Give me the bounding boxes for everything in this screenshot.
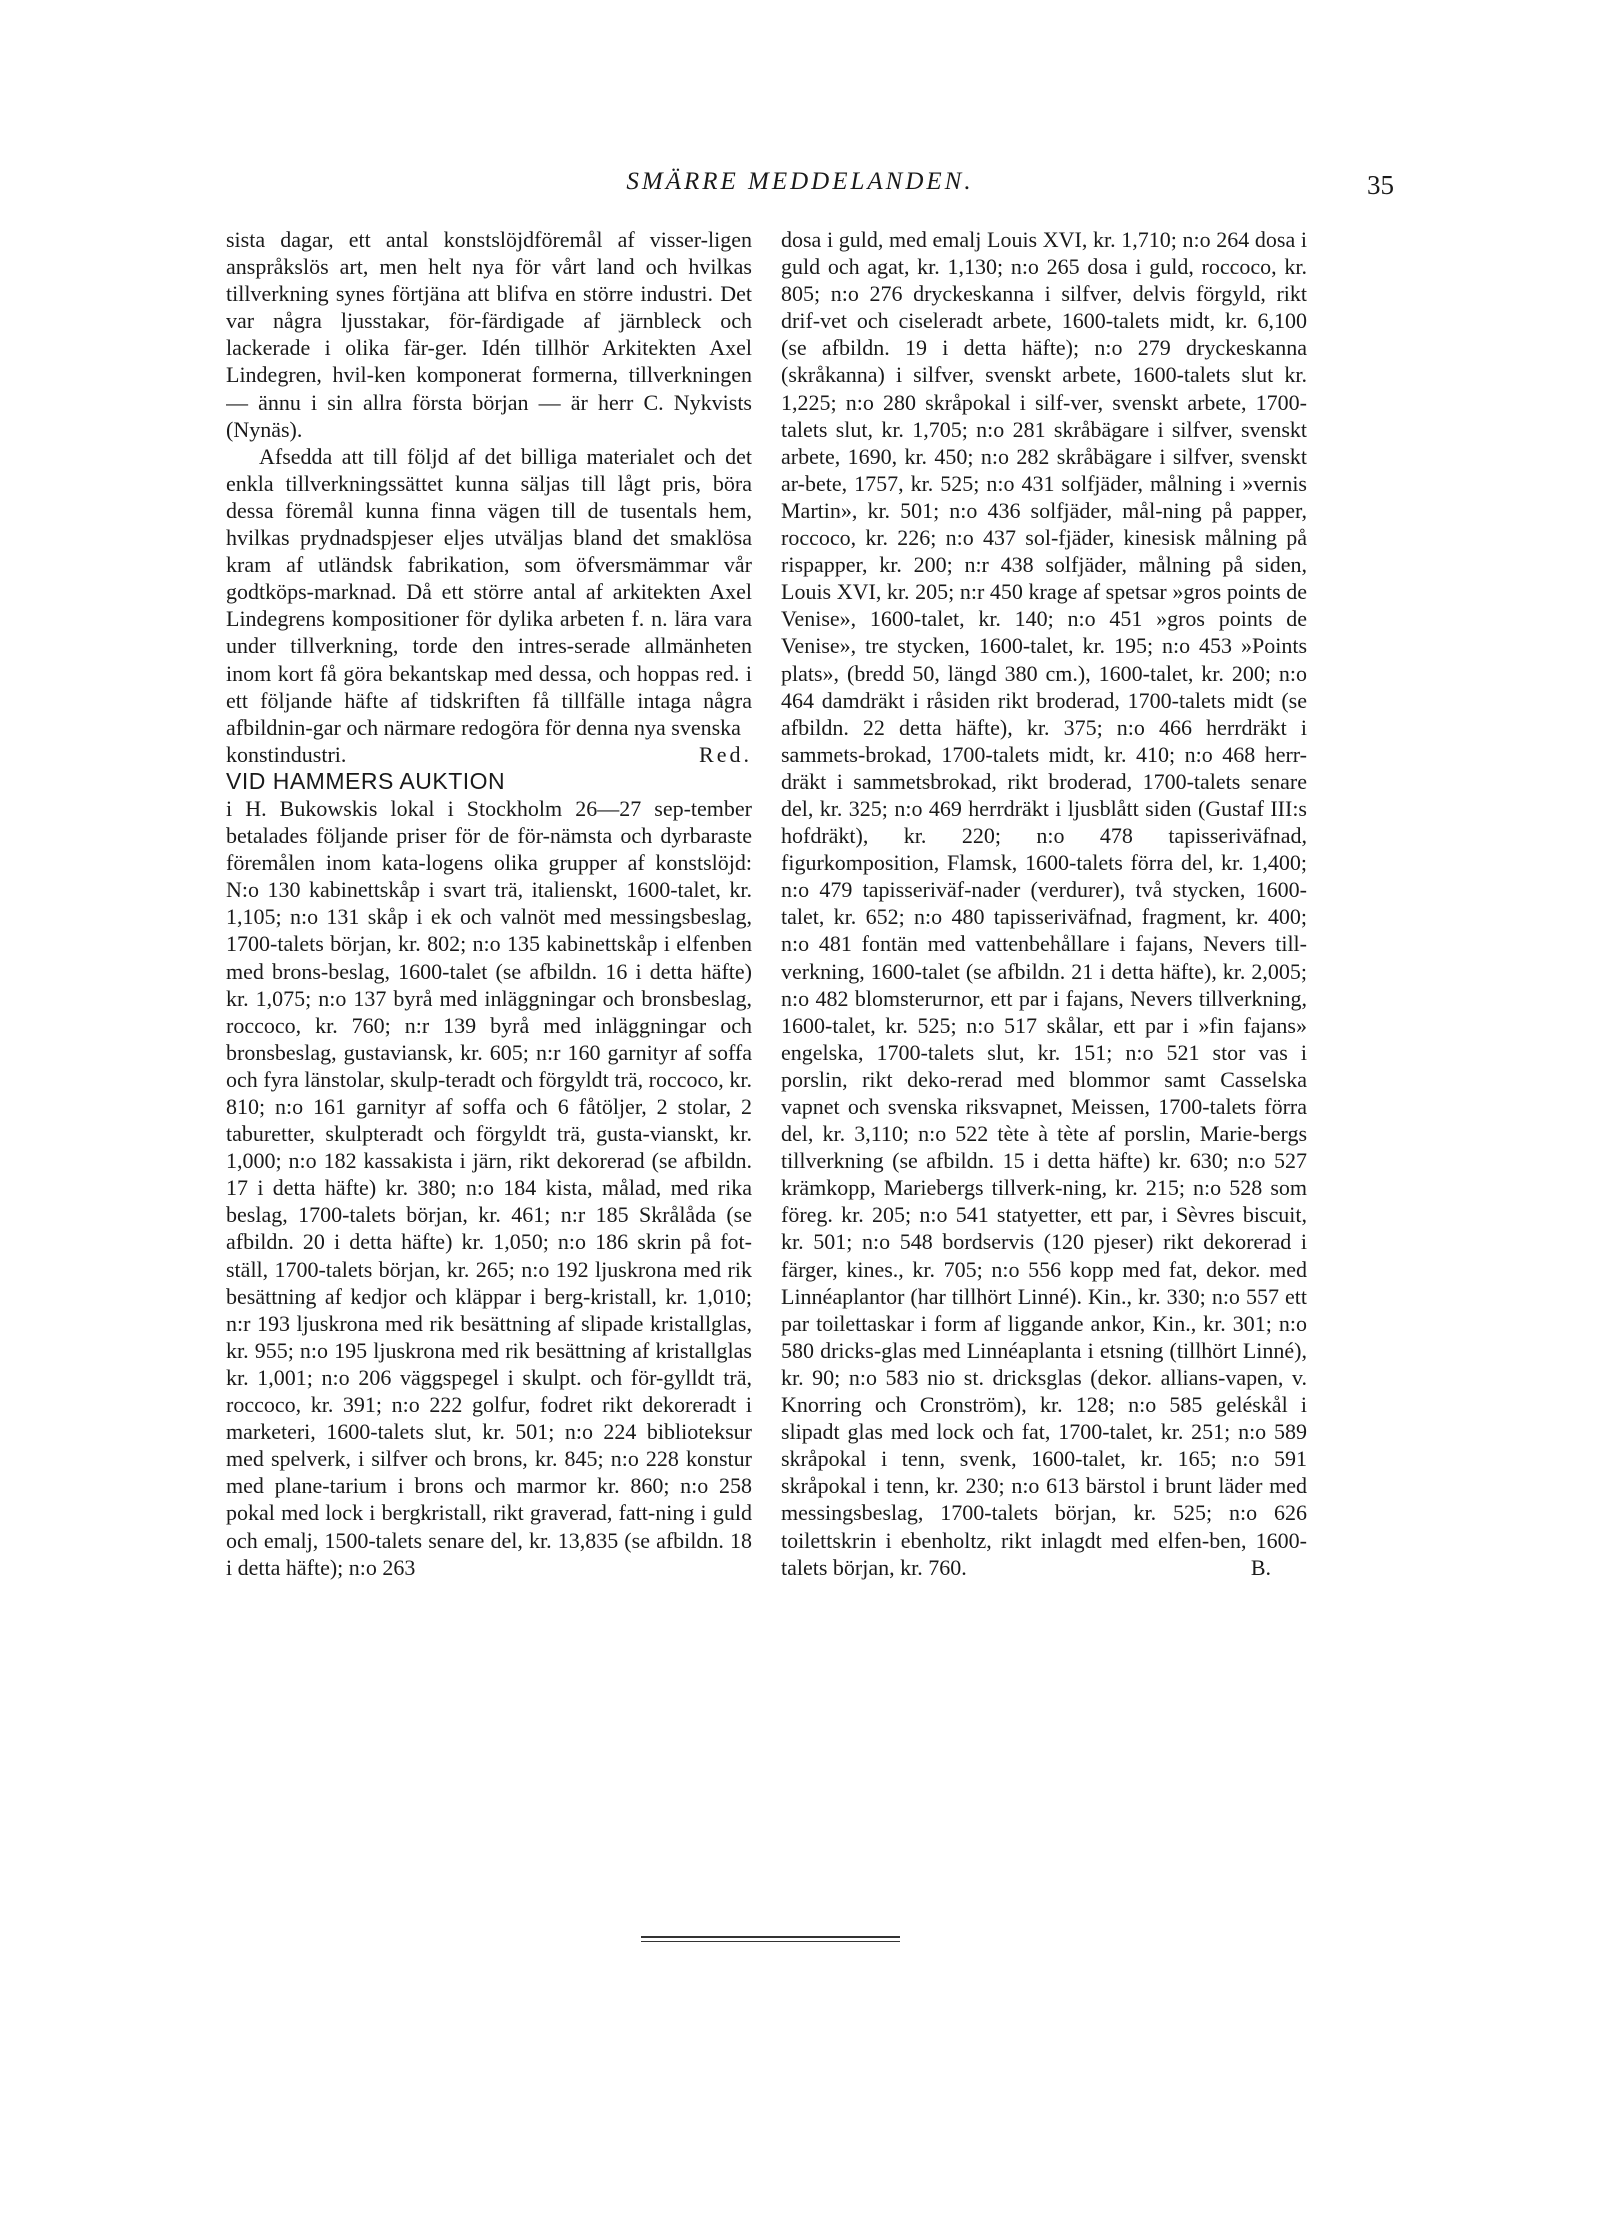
editor-signature: Red.	[699, 741, 752, 767]
article-signature-line	[226, 741, 752, 768]
auction-text: dosa i guld, med emalj Louis XVI, kr. 1,710; n:o 264 dosa i guld och agat, kr. 1,130; n:o 265 dosa i guld, roccoco, kr. 805; n:o 276 dryckeskanna i silfver, delvis förgyld, rikt drif-vet och ciseleradt arbete, 1600-talets midt, kr. 6,100 (se afbildn. 19 i detta häfte); n:o 279 dryckeskanna (skråkanna) i silfver, svenskt arbete, 1600-talets slut kr. 1,225; n:o 280 skråpokal i silf-ver, svenskt arbete, 1700-talets slut, kr. 1,705; n:o 281 skråbägare i silfver, svenskt arbete, 1690, kr. 450; n:o 282 skråbägare i silfver, svenskt ar-bete, 1757, kr. 525; n:o 431 solfjäder, målning i »vernis Martin», kr. 501; n:o 436 solfjäder, mål-ning på papper, roccoco, kr. 226; n:o 437 sol-fjäder, kinesisk målning på rispapper, kr. 200; n:r 438 solfjäder, målning på siden, Louis XVI, kr. 205; n:r 450 krage af spetsar »gros points de Venise», 1600-talet, kr. 140; n:o 451 »gros points de Venise», tre stycken, 1600-talet, kr. 195; n:o 453 »Points plats», (bredd 50, längd 380 cm.), 1600-talet, kr. 200; n:o 464 damdräkt i råsiden rikt broderad, 1700-talets midt (se afbildn. 22 detta häfte), kr. 375; n:o 466 herrdräkt i sammets-brokad, 1700-talets midt, kr. 410; n:o 468 herr-dräkt i sammetsbrokad, rikt broderad, 1700-talets senare del, kr. 325; n:o 469 herrdräkt i ljusblått siden (Gustaf III:s hofdräkt), kr. 220; n:o 478 tapisseriväfnad, figurkomposition, Flamsk, 1600-talets förra del, kr. 1,400; n:o 479 tapisseriväf-nader (verdurer), två stycken, 1600-talet, kr. 652; n:o 480 tapisseriväfnad, fragment, kr. 400; n:o 481 fontän med vattenbehållare i fajans, Nevers till-verkning, 1600-talet (se afbildn. 21 i detta häfte), kr. 2,005; n:o 482 blomsterurnor, ett par i fajans, Nevers tillverkning, 1600-talet, kr. 525; n:o 517 skålar, ett par i »fin fajans» engelska, 1700-talets slut, kr. 151; n:o 521 stor vas i porslin, rikt deko-rerad med blommor samt Casselska vapnet och svenska riksvapnet, Meissen, 1700-talets förra del, kr. 3,110; n:o 522 tète à tète af porslin, Marie-bergs tillverkning (se afbildn. 15 i detta häfte) kr. 630; n:o 527 krämkopp, Mariebergs tillverk-ning, kr. 215; n:o 528 som föreg. kr. 205; n:o 541 statyetter, ett par, i Sèvres biscuit, kr. 501; n:o 548 bordservis (120 pjeser) rikt dekorerad i färger, kines., kr. 705; n:o 556 kopp med fat, dekor. med Linnéaplantor (har tillhört Linné). Kin., kr. 330; n:o 557 ett par toilettaskar i form af liggande ankor, Kin., kr. 301; n:o 580 dricks-glas med Linnéaplanta i etsning (tillhört Linné), kr. 90; n:o 583 nio st. dricksglas (dekor. allians-vapen, v. Knorring och Cronström), kr. 128; n:o 585 geléskål i slipadt glas med lock och fat, 1700-talet, kr. 251; n:o 589 skråpokal i tenn, svenk, 1600-talet, kr. 165; n:o 591 skråpokal i tenn, kr. 230; n:o 613 bärstol i brunt läder med messingsbeslag, 1700-talets början, kr. 525; n:o 626 toilettskrin i ebenholtz, rikt inlagdt med elfen-ben, 1600-talets början, kr. 760.	[781, 227, 1307, 1580]
end-rule	[641, 1936, 900, 1938]
article-paragraph: Afsedda att till följd af det billiga materialet och det enkla tillverkningssättet kunna säljas till lågt pris, böra dessa föremål kunna finna vägen till de tusentals hem, hvilkas prydnadspjeser eljes utväljas bland det smaklösa kram af utländsk fabrikation, som öfversmämmar vår godtköps-marknad. Då ett större antal af arkitekten Axel Lindegrens kompositioner för dylika arbeten f. n. lära vara under tillverkning, torde den intres-serade allmänheten inom kort få göra bekantskap med dessa, och hoppas red. i ett följande häfte af tidskriften få tillfälle intaga några afbildnin-gar och närmare redogöra för denna nya svenska	[226, 443, 752, 740]
auction-paragraph-continued	[781, 226, 1307, 1581]
page-number: 35	[1367, 170, 1394, 200]
running-head: SMÄRRE MEDDELANDEN.	[626, 168, 974, 195]
end-rule-thin	[641, 1941, 900, 1942]
section-heading: VID HAMMERS AUKTION	[226, 767, 506, 794]
right-column	[781, 226, 1307, 1906]
left-column	[226, 226, 752, 1906]
auction-paragraph: i H. Bukowskis lokal i Stockholm 26—27 sep-tember betalades följande priser för de för-nämsta och dyrbaraste föremålen inom kata-logens olika grupper af konstslöjd: N:o 130 kabinettskåp i svart trä, italienskt, 1600-talet, kr. 1,105; n:o 131 skåp i ek och valnöt med messingsbeslag, 1700-talets början, kr. 802; n:o 135 kabinettskåp i elfenben med brons-beslag, 1600-talet (se afbildn. 16 i detta häfte) kr. 1,075; n:o 137 byrå med inläggningar och bronsbeslag, roccoco, kr. 760; n:r 139 byrå med inläggningar och bronsbeslag, gustaviansk, kr. 605; n:r 160 garnityr af soffa och fyra länstolar, skulp-teradt och förgyldt trä, roccoco, kr. 810; n:o 161 garnityr af soffa och 6 fåtöljer, 2 stolar, 2 taburetter, skulpteradt och förgyldt trä, gusta-vianskt, kr. 1,000; n:o 182 kassakista i järn, rikt dekorerad (se afbildn. 17 i detta häfte) kr. 380; n:o 184 kista, målad, med rika beslag, 1700-talets början, kr. 461; n:r 185 Skrålåda (se afbildn. 20 i detta häfte) kr. 1,050; n:o 186 skrin på fot-ställ, 1700-talets början, kr. 265; n:o 192 ljuskrona med rik besättning af kedjor och kläppar i berg-kristall, kr. 1,010; n:r 193 ljuskrona med rik besättning af slipade kristallglas, kr. 955; n:o 195 ljuskrona med rik besättning af kristallglas kr. 1,001; n:o 206 väggspegel i skulpt. och för-gylldt trä, roccoco, kr. 391; n:o 222 golfur, fodret rikt dekoreradt i marketeri, 1600-talets slut, kr. 501; n:o 224 biblioteksur med spelverk, i silfver och brons, kr. 845; n:o 228 konstur med plane-tarium i brons och marmor kr. 860; n:o 258 pokal med lock i bergkristall, rikt graverad, fatt-ning i guld och emalj, 1500-talets senare del, kr. 13,835 (se afbildn. 18 i detta häfte); n:o 263	[226, 795, 752, 1580]
article-paragraph: sista dagar, ett antal konstslöjdföremål af visser-ligen anspråkslös art, men helt nya för vårt land och hvilkas tillverkning synes förtjäna att blifva en större industri. Det var några ljusstakar, för-färdigade af järnbleck och lackerade i olika fär-ger. Idén tillhör Arkitekten Axel Lindegren, hvil-ken komponerat formerna, tillverkningen — ännu i sin allra första början — är herr C. Nykvists (Nynäs).	[226, 227, 752, 442]
article-closing-word: konstindustri.	[226, 741, 347, 767]
author-signature: B.	[1250, 1554, 1271, 1580]
